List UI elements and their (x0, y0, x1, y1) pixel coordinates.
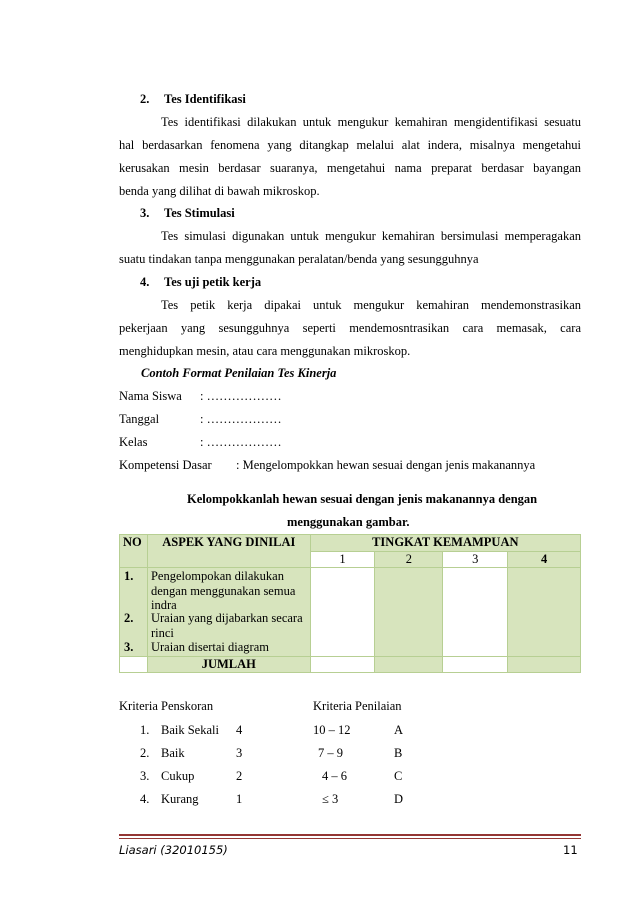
total-row (120, 657, 581, 673)
criteria-range: 7 – 9 (318, 746, 343, 760)
row-number: 3. (124, 640, 134, 654)
field-label-kompetensi: Kompetensi Dasar (119, 458, 212, 472)
field-label-nama: Nama Siswa (119, 389, 182, 403)
score-cell (443, 568, 508, 657)
total-cell (310, 657, 375, 673)
criteria-score: 1 (236, 792, 243, 806)
criteria-range: 10 – 12 (313, 723, 351, 737)
criteria-score: 2 (236, 769, 243, 783)
field-label-kelas: Kelas (119, 435, 148, 449)
total-cell (375, 657, 443, 673)
criteria-grade: A (394, 723, 404, 737)
row-aspects (147, 568, 310, 657)
total-empty (120, 657, 148, 673)
col-header-tingkat: TINGKAT KEMAMPUAN (310, 535, 580, 552)
paragraph-line: benda yang dilihat di bawah mikroskop. (119, 184, 320, 198)
field-value-nama: : ……………… (200, 389, 282, 403)
criteria-grade: C (394, 769, 403, 783)
section-2-number: 2. (140, 92, 150, 106)
section-3-title: Tes Stimulasi (164, 206, 235, 220)
criteria-label: Baik Sekali (161, 723, 219, 737)
section-2-title: Tes Identifikasi (164, 92, 246, 106)
level-1: 1 (310, 552, 375, 568)
section-4-title: Tes uji petik kerja (164, 275, 262, 289)
row-number: 1. (124, 569, 134, 583)
criteria-score: 3 (236, 746, 243, 760)
scoring-right-title: Kriteria Penilaian (313, 699, 402, 713)
total-label: JUMLAH (147, 657, 310, 673)
criteria-label: Baik (161, 746, 185, 760)
col-header-aspek: ASPEK YANG DINILAI (147, 535, 310, 568)
paragraph-line: suatu tindakan tanpa menggunakan peralatan/benda yang sesungguhnya (119, 252, 479, 266)
paragraph-line: hal berdasarkan fenomena yang ditangkap melalui alat indera, misalnya mengetahui (119, 138, 581, 152)
criteria-range: 4 – 6 (322, 769, 347, 783)
level-2: 2 (375, 552, 443, 568)
criteria-num: 1. (140, 723, 150, 737)
criteria-num: 4. (140, 792, 150, 806)
row-number: 2. (124, 611, 134, 625)
score-cell (508, 568, 581, 657)
level-3: 3 (443, 552, 508, 568)
aspect-text: Uraian yang dijabarkan secara rinci (150, 611, 303, 640)
criteria-grade: B (394, 746, 403, 760)
rubric-table (119, 534, 581, 673)
field-value-kompetensi: : Mengelompokkan hewan sesuai dengan jenis makanannya (236, 458, 536, 472)
paragraph-line: Tes petik kerja dipakai untuk mengukur kemahiran mendemonstrasikan (161, 298, 581, 312)
footer-author: Liasari (32010155) (119, 843, 228, 857)
scoring-left-title: Kriteria Penskoran (119, 699, 214, 713)
paragraph-line: menghidupkan mesin, atau cara menggunakan mikroskop. (119, 344, 411, 358)
page-number: 11 (563, 843, 578, 857)
paragraph-line: Tes simulasi digunakan untuk mengukur kemahiran bersimulasi memperagakan (161, 229, 581, 243)
col-header-no: NO (120, 535, 148, 568)
score-cell (375, 568, 443, 657)
format-title: Contoh Format Penilaian Tes Kinerja (141, 366, 337, 380)
paragraph-line: pekerjaan yang sesungguhnya seperti mendemosntrasikan cara memasak, cara (119, 321, 581, 335)
score-cell (310, 568, 375, 657)
table-row (120, 568, 581, 657)
footer-rule (119, 834, 581, 836)
table-header-row (120, 535, 581, 552)
aspect-text: Pengelompokan dilakukan dengan menggunakan semua indra (150, 569, 296, 612)
level-4: 4 (508, 552, 581, 568)
field-value-tanggal: : ……………… (200, 412, 282, 426)
section-3-number: 3. (140, 206, 150, 220)
criteria-score: 4 (236, 723, 243, 737)
paragraph-line: kerusakan mesin berdasar suaranya, mengetahui nama preparat berdasar bayangan (119, 161, 581, 175)
total-cell (443, 657, 508, 673)
criteria-range: ≤ 3 (322, 792, 339, 806)
paragraph-line: Tes identifikasi dilakukan untuk mengukur kemahiran mengidentifikasi sesuatu (161, 115, 581, 129)
field-label-tanggal: Tanggal (119, 412, 160, 426)
section-4-number: 4. (140, 275, 150, 289)
row-numbers (120, 568, 148, 657)
aspect-text: Uraian disertai diagram (150, 640, 269, 654)
instruction-line-2: menggunakan gambar. (287, 515, 410, 529)
criteria-label: Cukup (161, 769, 195, 783)
criteria-grade: D (394, 792, 404, 806)
instruction-line-1: Kelompokkanlah hewan sesuai dengan jenis makanannya dengan (187, 492, 538, 506)
criteria-label: Kurang (161, 792, 199, 806)
criteria-num: 3. (140, 769, 150, 783)
total-cell (508, 657, 581, 673)
criteria-num: 2. (140, 746, 150, 760)
footer-rule (119, 838, 581, 839)
field-value-kelas: : ……………… (200, 435, 282, 449)
